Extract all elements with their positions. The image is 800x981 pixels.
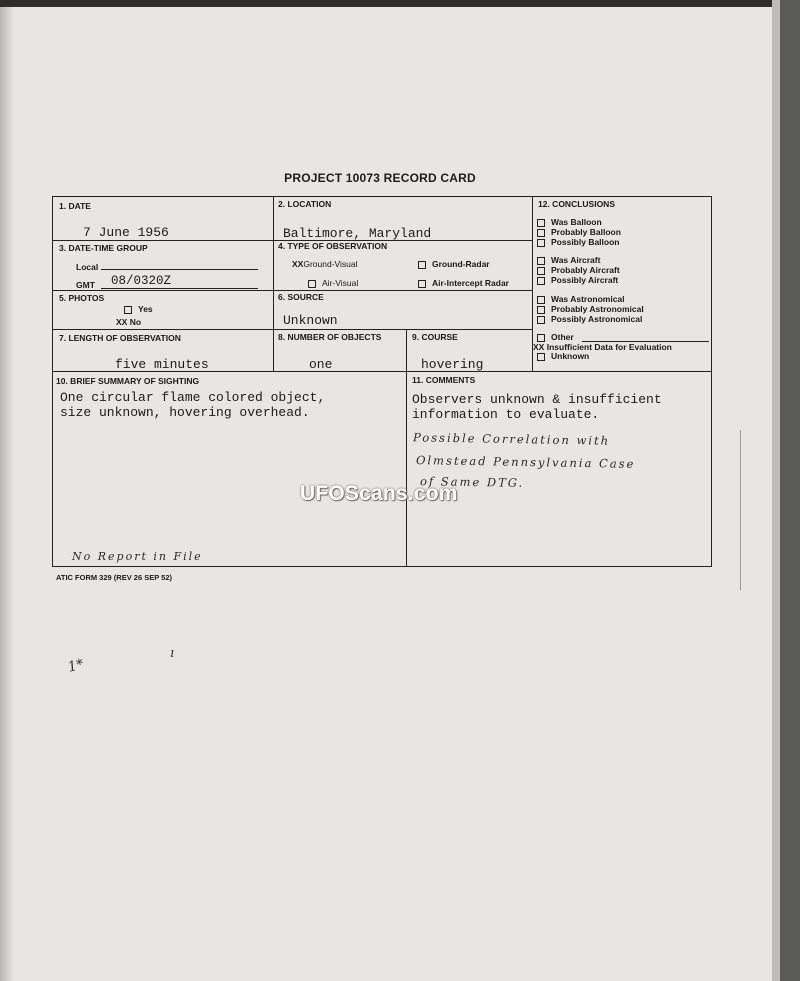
objects-value: one	[309, 357, 333, 372]
conclusion-was-balloon: Was Balloon	[537, 218, 602, 228]
comments-line-2: information to evaluate.	[412, 407, 600, 422]
checkbox-icon	[418, 280, 426, 288]
card-title: PROJECT 10073 RECORD CARD	[284, 171, 476, 185]
divider	[406, 329, 407, 567]
comments-line-1: Observers unknown & insufficient	[412, 392, 662, 407]
checkbox-icon	[537, 334, 545, 342]
local-line	[101, 269, 258, 270]
scan-artifact-line	[740, 430, 741, 590]
dtg-label: 3. DATE-TIME GROUP	[59, 243, 148, 253]
divider	[273, 197, 274, 371]
conclusion-probably-astronomical: Probably Astronomical	[537, 305, 644, 315]
scan-right-edge-light	[772, 0, 780, 981]
summary-label: 10. BRIEF SUMMARY OF SIGHTING	[56, 376, 200, 386]
checkbox-icon	[124, 306, 132, 314]
gmt-line	[101, 288, 258, 289]
checkbox-icon	[537, 257, 545, 265]
conclusion-unknown: Unknown	[537, 352, 589, 362]
course-value: hovering	[421, 357, 484, 372]
conclusion-was-aircraft: Was Aircraft	[537, 256, 600, 266]
location-value: Baltimore, Maryland	[283, 226, 432, 241]
checkbox-icon	[537, 353, 545, 361]
type-ground-radar: Ground-Radar	[418, 259, 490, 269]
gmt-label: GMT	[76, 280, 95, 290]
location-label: 2. LOCATION	[278, 199, 332, 209]
conclusions-label: 12. CONCLUSIONS	[538, 199, 615, 209]
type-label: 4. TYPE OF OBSERVATION	[278, 241, 388, 251]
date-label: 1. DATE	[59, 201, 91, 211]
handwritten-comment-1: Possible Correlation with	[412, 430, 611, 448]
gmt-value: 08/0320Z	[111, 274, 172, 288]
divider	[53, 329, 532, 330]
scan-top-edge	[0, 0, 800, 7]
source-value: Unknown	[283, 313, 338, 328]
checkbox-icon	[418, 261, 426, 269]
conclusion-possibly-astronomical: Possibly Astronomical	[537, 315, 642, 325]
checkbox-icon	[537, 306, 545, 314]
checkbox-icon	[537, 219, 545, 227]
conclusion-probably-balloon: Probably Balloon	[537, 228, 621, 238]
scan-shadow	[0, 0, 14, 981]
form-number: ATIC FORM 329 (REV 26 SEP 52)	[56, 573, 173, 582]
conclusion-other: Other	[537, 333, 574, 343]
divider	[53, 290, 532, 291]
handwritten-note: No Report in File	[72, 550, 203, 563]
checkbox-icon	[537, 239, 545, 247]
summary-line-1: One circular flame colored object,	[60, 390, 326, 405]
conclusion-possibly-balloon: Possibly Balloon	[537, 238, 620, 248]
conclusion-was-astronomical: Was Astronomical	[537, 295, 625, 305]
objects-label: 8. NUMBER OF OBJECTS	[278, 332, 382, 342]
checkbox-icon	[308, 280, 316, 288]
source-label: 6. SOURCE	[278, 292, 324, 302]
checkbox-icon	[537, 316, 545, 324]
checkbox-icon	[537, 267, 545, 275]
summary-line-2: size unknown, hovering overhead.	[60, 405, 310, 420]
type-air-intercept: Air-Intercept Radar	[418, 278, 509, 288]
scan-right-edge	[780, 0, 800, 981]
handwritten-comment-3: of Same DTG.	[419, 474, 525, 490]
photos-no: XX No	[116, 317, 142, 327]
checked-mark: XX	[533, 342, 545, 352]
type-air-visual: Air-Visual	[308, 278, 358, 288]
photos-yes: Yes	[124, 304, 153, 314]
photos-label: 5. PHOTOS	[59, 293, 105, 303]
local-label: Local	[76, 262, 99, 272]
page-scribble: 1*	[66, 656, 86, 676]
date-value: 7 June 1956	[83, 225, 169, 240]
watermark: UFOScans.com	[300, 482, 458, 505]
comments-label: 11. COMMENTS	[412, 375, 476, 385]
conclusion-possibly-aircraft: Possibly Aircraft	[537, 276, 618, 286]
course-label: 9. COURSE	[412, 332, 458, 342]
conclusion-insufficient-data: XX Insufficient Data for Evaluation	[533, 342, 672, 352]
length-value: five minutes	[115, 357, 209, 372]
scribble-tick: ı	[170, 646, 175, 661]
checked-mark: XX	[116, 317, 128, 327]
length-label: 7. LENGTH OF OBSERVATION	[59, 333, 181, 343]
checkbox-icon	[537, 277, 545, 285]
type-ground-visual: XXGround-Visual	[292, 259, 358, 269]
conclusion-probably-aircraft: Probably Aircraft	[537, 266, 620, 276]
checkbox-icon	[537, 229, 545, 237]
handwritten-comment-2: Olmstead Pennsylvania Case	[415, 453, 636, 471]
checked-mark: XX	[292, 259, 304, 269]
checkbox-icon	[537, 296, 545, 304]
